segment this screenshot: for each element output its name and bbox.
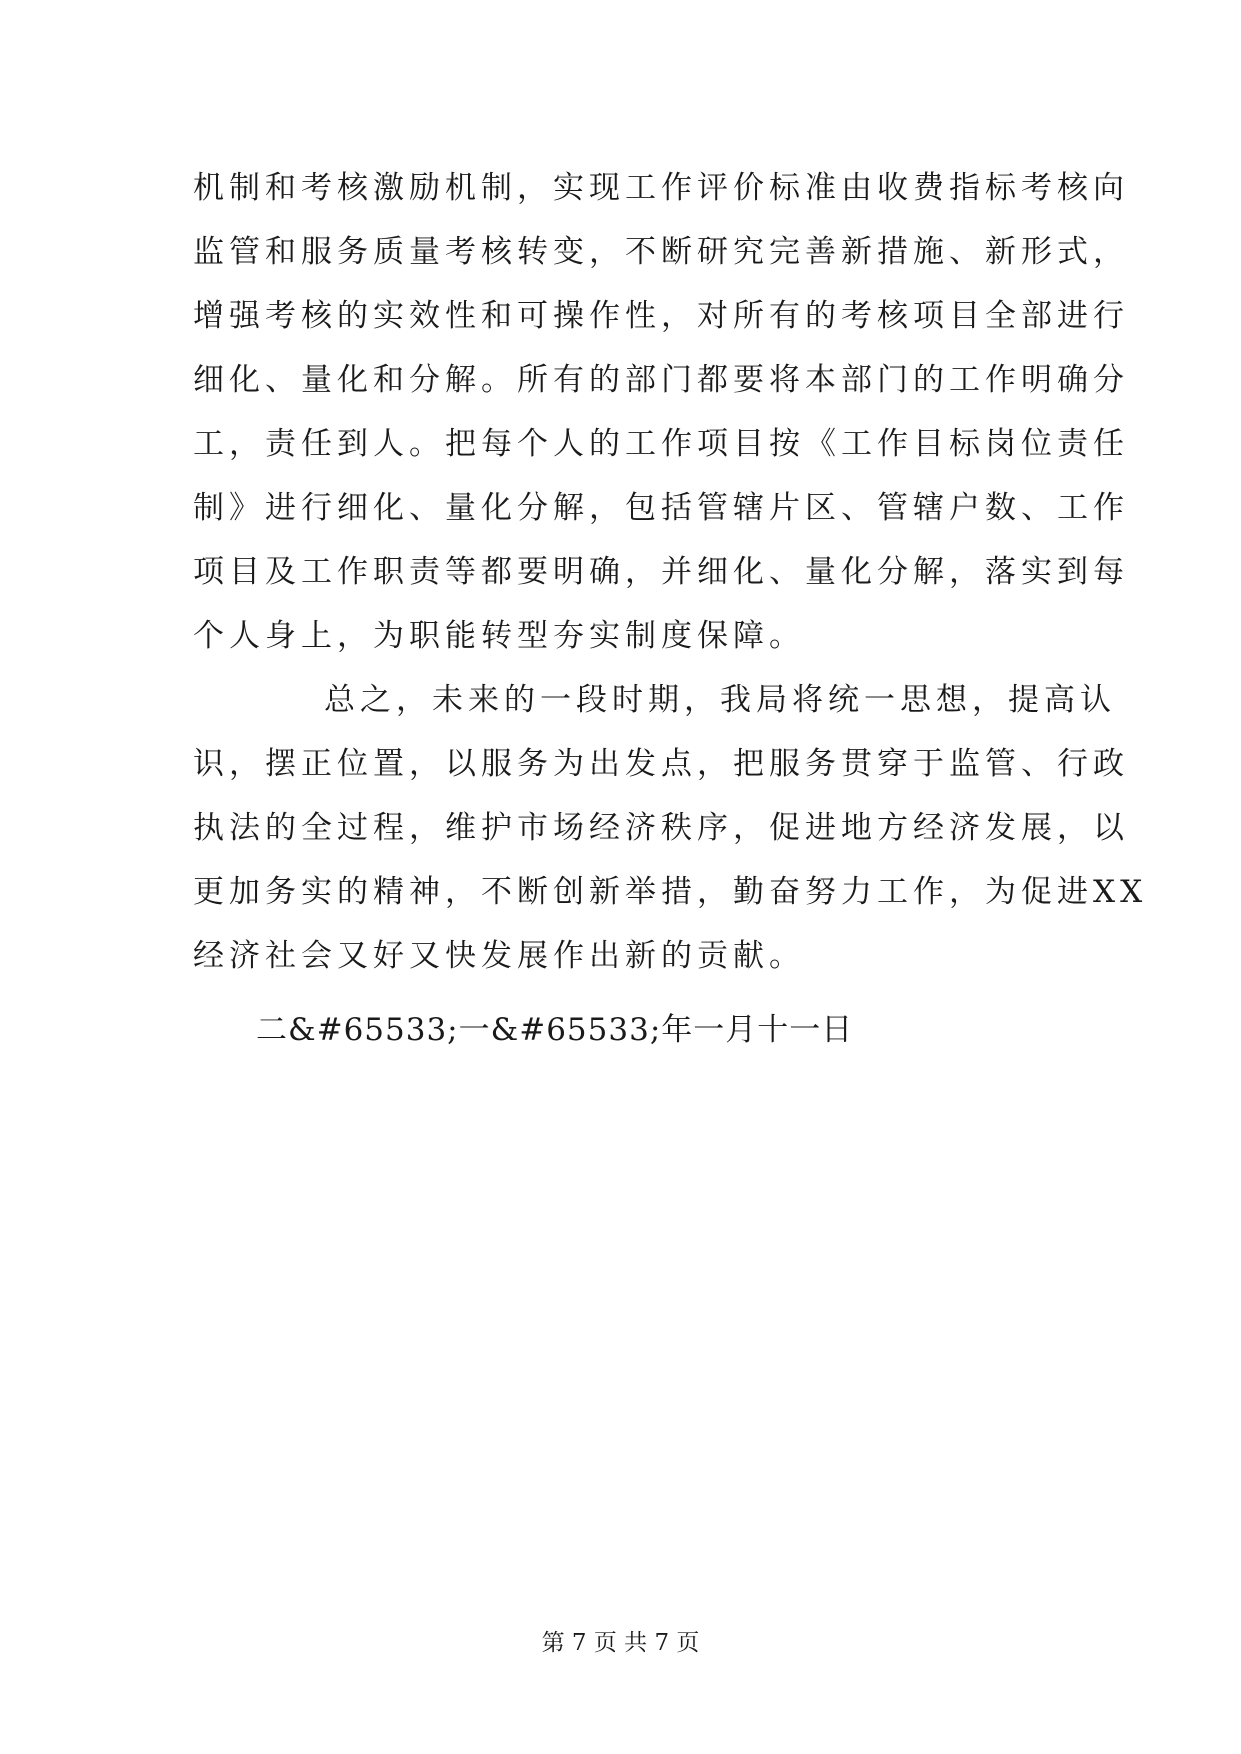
- paragraph-1-line-7: 项目及工作职责等都要明确，并细化、量化分解，落实到每: [193, 554, 1129, 590]
- paragraph-1-line-4: 细化、量化和分解。所有的部门都要将本部门的工作明确分: [193, 362, 1129, 398]
- page-number-footer: 第 7 页 共 7 页: [541, 1630, 700, 1656]
- paragraph-1-line-2: 监管和服务质量考核转变，不断研究完善新措施、新形式，: [193, 234, 1129, 270]
- paragraph-2-line-3: 执法的全过程，维护市场经济秩序，促进地方经济发展，以: [193, 810, 1129, 846]
- paragraph-2-line-4: 更加务实的精神，不断创新举措，勤奋努力工作，为促进XX: [193, 874, 1148, 910]
- document-date: 二&#65533;一&#65533;年一月十一日: [256, 1012, 854, 1048]
- paragraph-1-line-3: 增强考核的实效性和可操作性，对所有的考核项目全部进行: [193, 298, 1129, 334]
- paragraph-1-line-5: 工，责任到人。把每个人的工作项目按《工作目标岗位责任: [193, 426, 1129, 462]
- paragraph-2-line-2: 识，摆正位置，以服务为出发点，把服务贯穿于监管、行政: [193, 746, 1129, 782]
- paragraph-1-line-1: 机制和考核激励机制，实现工作评价标准由收费指标考核向: [193, 170, 1129, 206]
- document-body: [193, 156, 1148, 988]
- paragraph-1-line-8: 个人身上，为职能转型夯实制度保障。: [193, 618, 805, 654]
- paragraph-2-line-1: 总之，未来的一段时期，我局将统一思想，提高认: [324, 682, 1116, 718]
- paragraph-1-line-6: 制》进行细化、量化分解，包括管辖片区、管辖户数、工作: [193, 490, 1129, 526]
- paragraph-2-line-5: 经济社会又好又快发展作出新的贡献。: [193, 938, 805, 974]
